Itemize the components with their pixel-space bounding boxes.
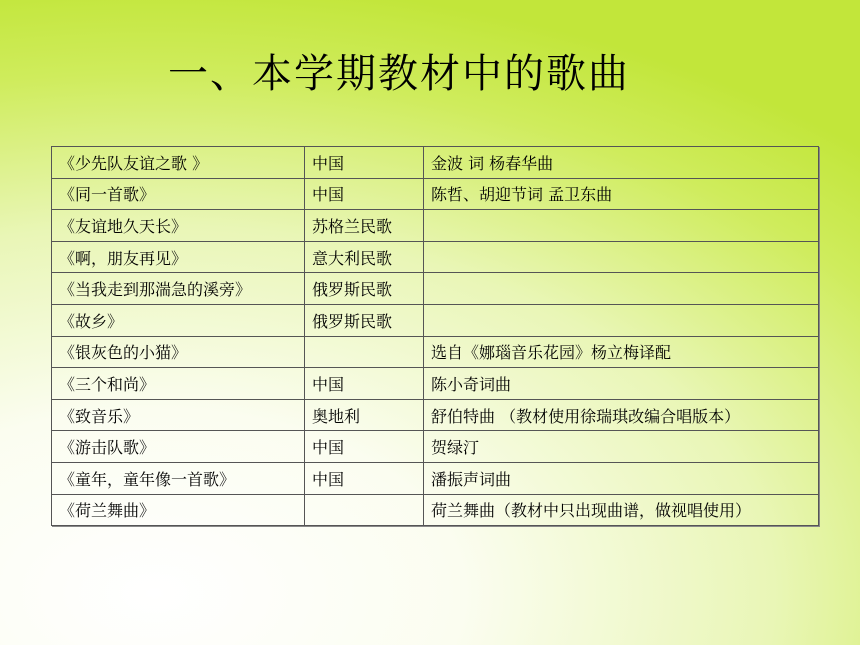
song-origin-cell: 中国 xyxy=(305,462,424,494)
song-credit-cell xyxy=(424,241,819,273)
song-origin-cell: 中国 xyxy=(305,431,424,463)
song-title-cell: 《童年，童年像一首歌》 xyxy=(52,462,305,494)
song-origin-cell: 意大利民歌 xyxy=(305,241,424,273)
song-credit-cell: 舒伯特曲 （教材使用徐瑞琪改编合唱版本） xyxy=(424,399,819,431)
song-origin-cell: 俄罗斯民歌 xyxy=(305,304,424,336)
song-credit-cell: 金波 词 杨春华曲 xyxy=(424,147,819,179)
song-title-cell: 《同一首歌》 xyxy=(52,178,305,210)
song-origin-cell: 中国 xyxy=(305,368,424,400)
song-title-cell: 《银灰色的小猫》 xyxy=(52,336,305,368)
table-row xyxy=(52,368,819,400)
song-title-cell: 《啊，朋友再见》 xyxy=(52,241,305,273)
song-title-cell: 《三个和尚》 xyxy=(52,368,305,400)
song-title-cell: 《当我走到那湍急的溪旁》 xyxy=(52,273,305,305)
song-credit-cell xyxy=(424,304,819,336)
table-row xyxy=(52,462,819,494)
song-credit-cell: 选自《娜瑙音乐花园》杨立梅译配 xyxy=(424,336,819,368)
table-row xyxy=(52,304,819,336)
table-row xyxy=(52,336,819,368)
song-title-cell: 《故乡》 xyxy=(52,304,305,336)
song-credit-cell: 贺绿汀 xyxy=(424,431,819,463)
song-title-cell: 《荷兰舞曲》 xyxy=(52,494,305,526)
table-row xyxy=(52,178,819,210)
table-row xyxy=(52,210,819,242)
table-row xyxy=(52,431,819,463)
song-origin-cell: 俄罗斯民歌 xyxy=(305,273,424,305)
song-origin-cell: 中国 xyxy=(305,147,424,179)
table-row xyxy=(52,399,819,431)
song-title-cell: 《少先队友谊之歌 》 xyxy=(52,147,305,179)
song-credit-cell: 荷兰舞曲（教材中只出现曲谱，做视唱使用） xyxy=(424,494,819,526)
song-credit-cell: 陈哲、胡迎节词 孟卫东曲 xyxy=(424,178,819,210)
song-origin-cell: 中国 xyxy=(305,178,424,210)
song-title-cell: 《游击队歌》 xyxy=(52,431,305,463)
song-credit-cell xyxy=(424,210,819,242)
song-credit-cell: 潘振声词曲 xyxy=(424,462,819,494)
song-origin-cell: 奥地利 xyxy=(305,399,424,431)
song-origin-cell: 苏格兰民歌 xyxy=(305,210,424,242)
song-credit-cell: 陈小奇词曲 xyxy=(424,368,819,400)
song-title-cell: 《友谊地久天长》 xyxy=(52,210,305,242)
table-row xyxy=(52,494,819,526)
song-origin-cell xyxy=(305,494,424,526)
table-row xyxy=(52,273,819,305)
slide-title: 一、本学期教材中的歌曲 xyxy=(168,51,630,97)
table-row xyxy=(52,147,819,179)
song-title-cell: 《致音乐》 xyxy=(52,399,305,431)
song-credit-cell xyxy=(424,273,819,305)
song-origin-cell xyxy=(305,336,424,368)
table-row xyxy=(52,241,819,273)
song-table xyxy=(51,146,819,526)
